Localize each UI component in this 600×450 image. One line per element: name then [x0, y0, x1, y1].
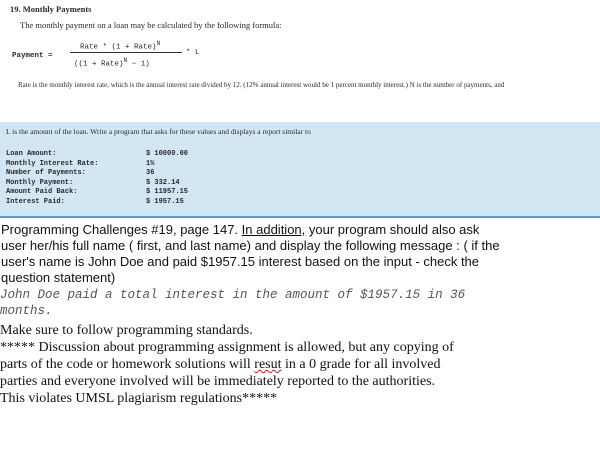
assignment-line-2: user her/his full name ( first, and last name) and display the following message : ( if the	[1, 238, 500, 253]
problem-intro: The monthly payment on a loan may be calculated by the following formula:	[20, 20, 282, 30]
assignment-line-3: user's name is John Doe and paid $1957.15 interest based on the input - check the	[1, 254, 480, 269]
plagiarism-policy: ***** Discussion about programming assignment is allowed, but any copying of parts of the code or homework solutions will resut in a 0 grade for all involved parties and everyone involved will be immediately reported to the authorities. This violates UMSL plagiarism regulations*****	[0, 340, 454, 406]
problem-title: 19. Monthly Payments	[10, 4, 92, 14]
assignment-line-4: question statement)	[1, 270, 116, 285]
rate-description: Rate is the monthly interest rate, which is the annual interest rate divided by 12. (12% annual interest would be 1 percent monthly interest.) N is the number of payments, and	[18, 81, 505, 89]
report-row: Monthly Payment: $ 332.14	[6, 178, 180, 187]
assignment-notes	[0, 222, 600, 407]
formula-tail: * L	[186, 49, 200, 57]
textbook-excerpt-report	[0, 122, 600, 218]
sample-report	[6, 150, 266, 207]
fraction-bar	[70, 52, 182, 53]
textbook-excerpt-top	[0, 0, 600, 122]
report-row: Loan Amount: $ 10000.00	[6, 150, 189, 158]
formula-lhs: Payment =	[12, 52, 53, 60]
formula-denominator: ((1 + Rate)$^N$ − 1)	[74, 57, 150, 69]
expected-message: John Doe paid a total interest in the amount of $1957.15 in 36 months.	[0, 288, 466, 318]
amount-description: L is the amount of the loan. Write a program that asks for these values and displays a report similar to	[6, 127, 311, 136]
formula-numerator: Rate * (1 + Rate)$^N$	[80, 40, 161, 52]
assignment-line-1: Programming Challenges #19, page 147. In addition, your program should also ask	[1, 222, 480, 237]
programming-standards-note: Make sure to follow programming standards.	[0, 323, 253, 338]
report-row: Number of Payments: 36	[6, 169, 155, 177]
report-row: Amount Paid Back: $ 11957.15	[6, 188, 189, 196]
report-row: Monthly Interest Rate: 1%	[6, 159, 155, 168]
payment-formula	[12, 40, 312, 74]
report-row: Interest Paid: $ 1957.15	[6, 197, 184, 206]
